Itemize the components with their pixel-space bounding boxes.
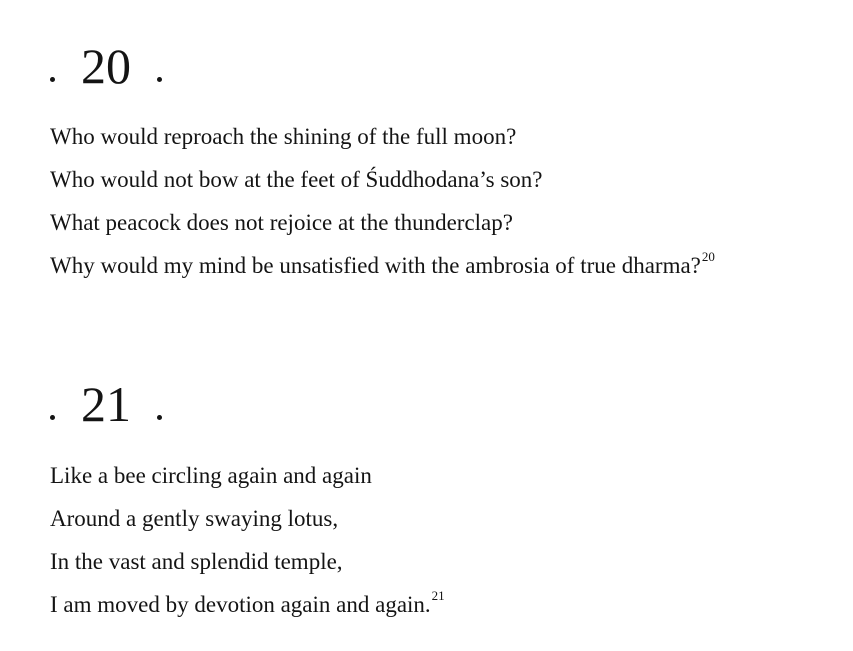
verse-line: Who would not bow at the feet of Śuddhodana’s son?: [50, 167, 543, 192]
verse-number-text: 20: [81, 38, 131, 94]
bullet-dot-icon: [50, 415, 55, 420]
verse-line: In the vast and splendid temple,: [50, 549, 343, 574]
verse-number-21: [50, 376, 162, 432]
bullet-dot-icon: [50, 77, 55, 82]
bullet-dot-icon: [157, 415, 162, 420]
verse-line: I am moved by devotion again and again.$^{21}$: [50, 588, 445, 617]
verse-number-20: [50, 38, 162, 94]
footnote-marker: 21: [431, 588, 445, 604]
verse-line: Why would my mind be unsatisfied with the ambrosia of true dharma?$^{20}$: [50, 249, 715, 278]
verse-lines: [50, 454, 445, 626]
verse-lines: [50, 115, 715, 287]
verse-line: What peacock does not rejoice at the thunderclap?: [50, 210, 513, 235]
bullet-dot-icon: [157, 77, 162, 82]
verse-line: Like a bee circling again and again: [50, 463, 372, 488]
verse-number-text: 21: [81, 376, 131, 432]
verse-line: Who would reproach the shining of the full moon?: [50, 124, 517, 149]
verse-line: Around a gently swaying lotus,: [50, 506, 339, 531]
footnote-marker: 20: [701, 249, 715, 265]
